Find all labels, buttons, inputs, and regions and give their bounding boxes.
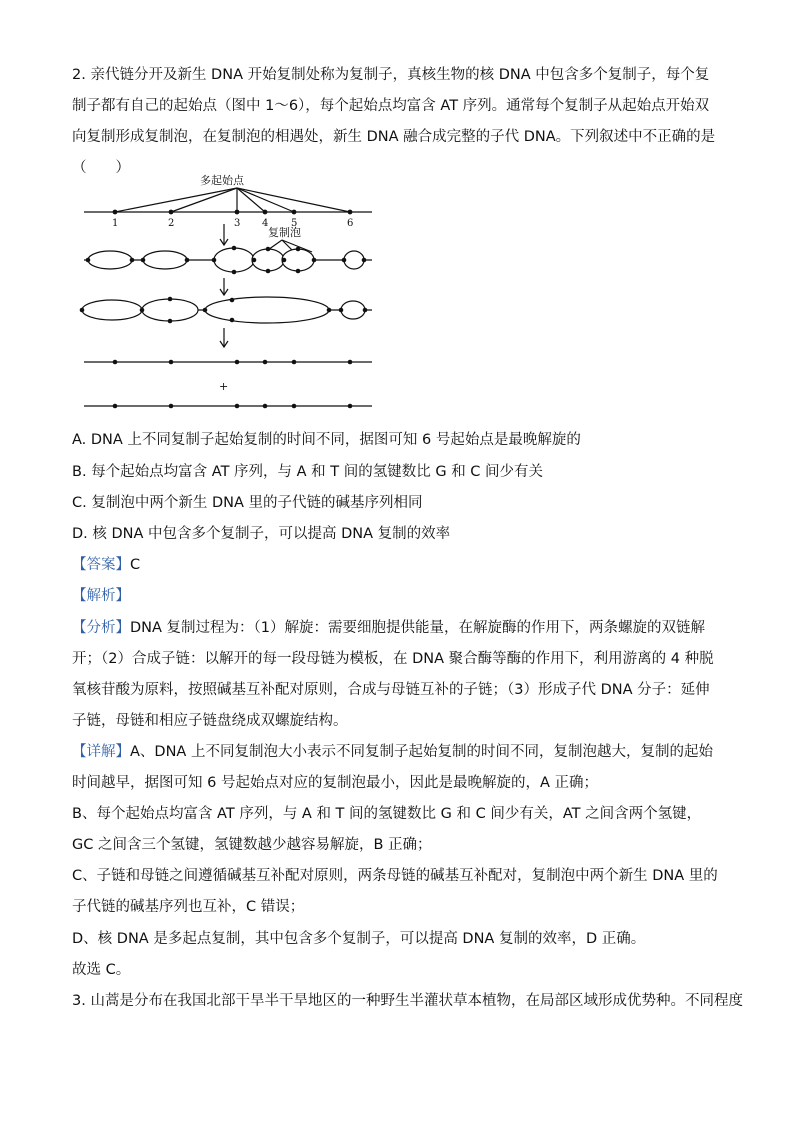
stage-3-bubbles xyxy=(82,297,365,323)
option-c: C. 复制泡中两个新生 DNA 里的子代链的碱基序列相同 xyxy=(72,495,423,511)
xiangjie-a-text: A、DNA 上不同复制泡大小表示不同复制子起始复制的时间不同，复制泡越大，复制的起始时间越早，据图可知 6 号起始点对应的复制泡最小，因此是最晚解旋的，A 正确； xyxy=(72,744,713,791)
analysis-heading xyxy=(72,586,130,606)
replication-diagram xyxy=(72,160,382,420)
option-a: A. DNA 上不同复制子起始复制的时间不同，据图可知 6 号起始点是最晚解旋的 xyxy=(72,432,581,448)
fenxi-paragraph xyxy=(72,613,722,737)
answer-line xyxy=(72,555,140,575)
analysis-tag: 【解析】 xyxy=(72,588,130,604)
fenxi-tag: 【分析】 xyxy=(72,620,130,636)
label-origins: 多起始点 xyxy=(200,174,244,187)
fenxi-text: DNA 复制过程为：（1）解旋：需要细胞提供能量，在解旋酶的作用下，两条螺旋的双链解开；（2）合成子链：以解开的每一段母链为模板，在 DNA 聚合酶等酶的作用下，利用游离的 4 种脱氧核苷酸为原料，按照碱基互补配对原则，合成与母链互补的子链；（3）形成子代 DNA 分子：延伸子链，母链和相应子链盘绕成双螺旋结构。 xyxy=(72,620,714,729)
question-3-stem: 3. 山蒿是分布在我国北部干旱半干旱地区的一种野生半灌状草本植物，在局部区域形成优势种。不同程度 xyxy=(72,993,743,1009)
question-2-stem: 2. 亲代链分开及新生 DNA 开始复制处称为复制子，真核生物的核 DNA 中包含多个复制子，每个复制子都有自己的起始点（图中 1～6），每个起始点均富含 AT 序列。通常每个复制子从起始点开始双向复制形成复制泡，在复制泡的相遇处，新生 DNA 融合成完整的子代 DNA。下列叙述中不正确的是（ ） xyxy=(72,67,716,176)
xiangjie-tag: 【详解】 xyxy=(72,744,130,760)
origin-number: 3 xyxy=(234,218,241,229)
origin-number: 5 xyxy=(291,218,298,229)
origin-number: 6 xyxy=(347,218,354,229)
answer-tag: 【答案】 xyxy=(72,557,130,573)
arrow-down-icon xyxy=(220,224,228,245)
xiangjie-b: B、每个起始点均富含 AT 序列，与 A 和 T 间的氢键数比 G 和 C 间少有关，AT 之间含两个氢键，GC 之间含三个氢键，氢键数越少越容易解旋，B 正确； xyxy=(72,806,702,853)
origin-number: 4 xyxy=(262,218,269,229)
xiangjie-a xyxy=(72,737,722,799)
arrow-down-icon xyxy=(220,328,228,347)
conclusion: 故选 C。 xyxy=(72,962,131,978)
option-d: D. 核 DNA 中包含多个复制子，可以提高 DNA 复制的效率 xyxy=(72,526,451,542)
origin-number: 2 xyxy=(168,218,175,229)
option-b: B. 每个起始点均富含 AT 序列，与 A 和 T 间的氢键数比 G 和 C 间少有关 xyxy=(72,464,544,480)
arrow-down-icon xyxy=(220,278,228,295)
label-bubbles: 复制泡 xyxy=(268,226,301,239)
answer-value: C xyxy=(130,557,141,573)
origin-pointer-lines xyxy=(115,188,350,212)
origin-numbers xyxy=(112,218,353,229)
plus-sign: + xyxy=(219,380,229,393)
origin-number: 1 xyxy=(112,218,119,229)
xiangjie-d: D、核 DNA 是多起点复制，其中包含多个复制子，可以提高 DNA 复制的效率，D 正确。 xyxy=(72,931,646,947)
xiangjie-c: C、子链和母链之间遵循碱基互补配对原则，两条母链的碱基互补配对，复制泡中两个新生 DNA 里的子代链的碱基序列也互补，C 错误； xyxy=(72,868,718,915)
